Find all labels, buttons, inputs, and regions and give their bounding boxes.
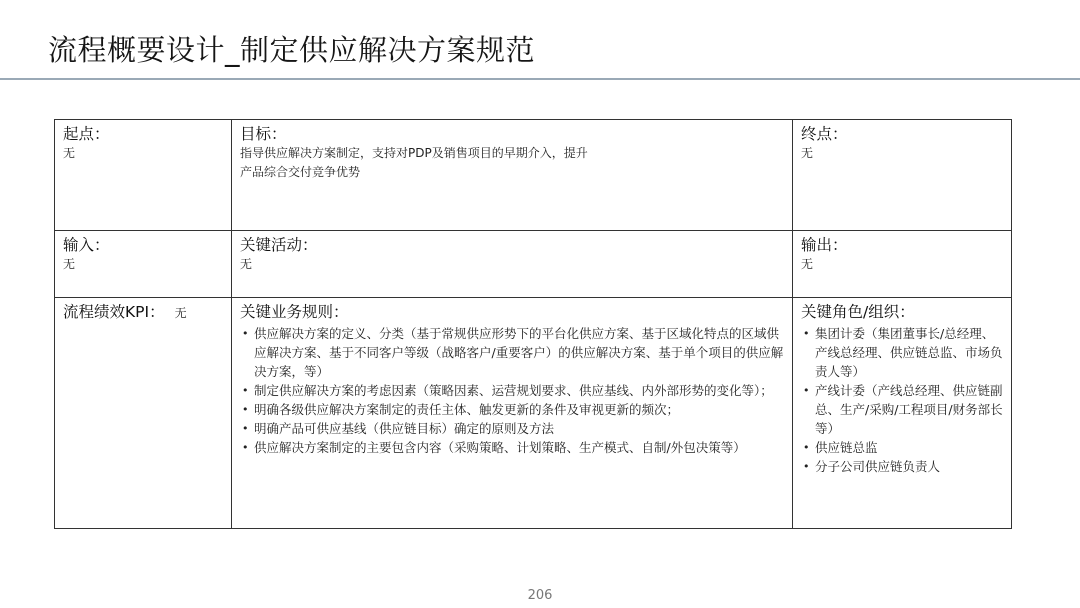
goal-line-2: 产品综合交付竞争优势 xyxy=(240,165,361,179)
end-cell xyxy=(793,120,1012,231)
key-activity-value: 无 xyxy=(240,257,253,271)
process-summary-table xyxy=(54,119,1012,529)
kpi-cell xyxy=(55,298,232,529)
output-value: 无 xyxy=(801,257,814,271)
input-value: 无 xyxy=(63,257,76,271)
list-item: • 供应解决方案的定义、分类（基于常规供应形势下的平台化供应方案、基于区域化特点的区域供应解决方案、基于不同客户等级（战略客户/重要客户）的供应解决方案、基于单个项目的供应解决方案，等） xyxy=(254,324,784,381)
kpi-heading xyxy=(63,302,223,323)
kpi-label: 流程绩效KPI： xyxy=(63,303,165,321)
input-label: 输入： xyxy=(63,236,110,254)
business-rules-cell xyxy=(232,298,793,529)
end-value: 无 xyxy=(801,146,814,160)
end-label: 终点： xyxy=(801,125,848,143)
roles-list xyxy=(801,324,1003,476)
start-value: 无 xyxy=(63,146,76,160)
start-cell xyxy=(55,120,232,231)
input-cell xyxy=(55,231,232,298)
output-label: 输出： xyxy=(801,236,848,254)
business-rules-list xyxy=(240,324,784,457)
roles-label: 关键角色/组织： xyxy=(801,303,915,321)
table-row xyxy=(55,231,1012,298)
list-item: • 制定供应解决方案的考虑因素（策略因素、运营规划要求、供应基线、内外部形势的变化等）； xyxy=(254,381,784,400)
list-item: • 明确各级供应解决方案制定的责任主体、触发更新的条件及审视更新的频次； xyxy=(254,400,784,419)
title-divider xyxy=(0,78,1080,80)
roles-cell xyxy=(793,298,1012,529)
goal-label: 目标： xyxy=(240,125,287,143)
key-activity-label: 关键活动： xyxy=(240,236,318,254)
list-item: • 供应解决方案制定的主要包含内容（采购策略、计划策略、生产模式、自制/外包决策等） xyxy=(254,438,784,457)
list-item: • 供应链总监 xyxy=(815,438,1003,457)
table-row xyxy=(55,298,1012,529)
table-row xyxy=(55,120,1012,231)
kpi-value: 无 xyxy=(174,306,187,320)
page-title: 流程概要设计_制定供应解决方案规范 xyxy=(48,33,536,67)
output-cell xyxy=(793,231,1012,298)
key-activity-cell xyxy=(232,231,793,298)
goal-line-1: 指导供应解决方案制定，支持对PDP及销售项目的早期介入，提升 xyxy=(240,146,588,160)
business-rules-label: 关键业务规则： xyxy=(240,303,349,321)
page-number: 206 xyxy=(527,588,553,603)
goal-cell xyxy=(232,120,793,231)
list-item: • 产线计委（产线总经理、供应链副总、生产/采购/工程项目/财务部长等） xyxy=(815,381,1003,438)
list-item: • 分子公司供应链负责人 xyxy=(815,457,1003,476)
list-item: • 明确产品可供应基线（供应链目标）确定的原则及方法 xyxy=(254,419,784,438)
list-item: • 集团计委（集团董事长/总经理、产线总经理、供应链总监、市场负责人等） xyxy=(815,324,1003,381)
start-label: 起点： xyxy=(63,125,110,143)
